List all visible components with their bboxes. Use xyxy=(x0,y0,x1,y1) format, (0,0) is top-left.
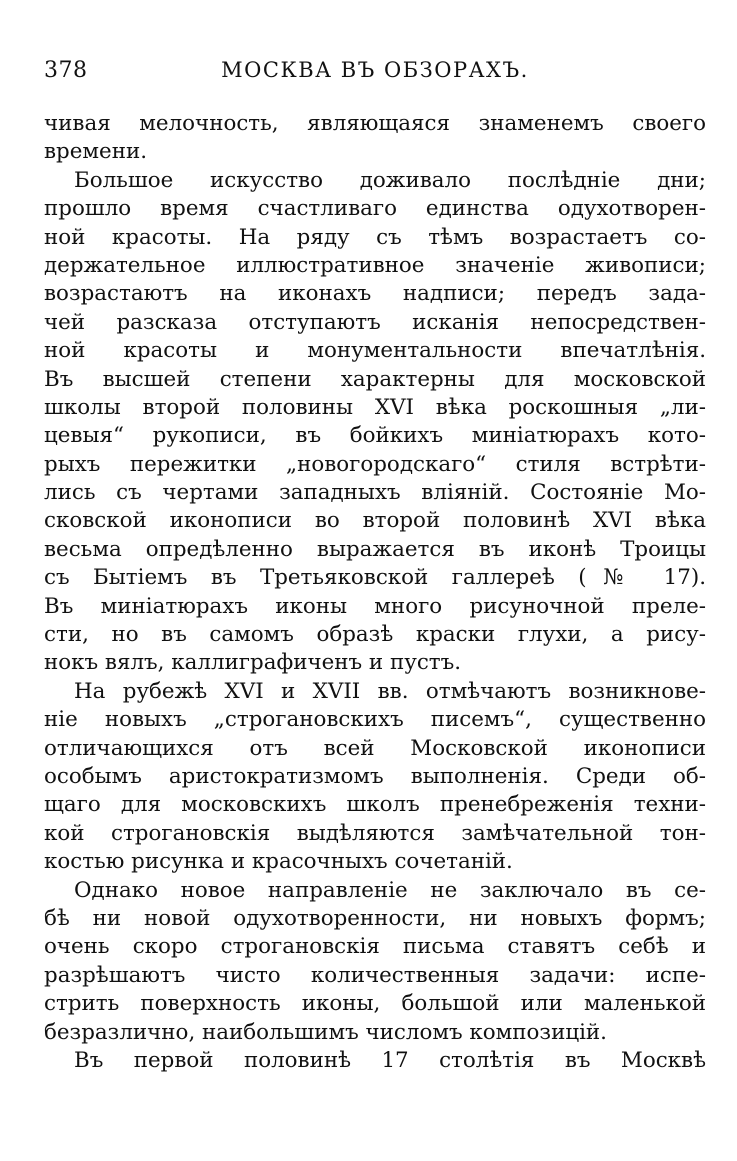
text-line: щаго для московскихъ школъ пренебреженія техни- xyxy=(44,792,706,818)
paragraph xyxy=(44,167,706,678)
text-line: держательное иллюстративное значеніе живописи; xyxy=(44,252,706,278)
paragraph xyxy=(44,1047,706,1075)
text-line: школы второй половины XVI вѣка роскошныя „ли- xyxy=(44,394,706,420)
text-line: лись съ чертами западныхъ вліяній. Состояніе Мо- xyxy=(44,480,706,506)
text-line: бѣ ни новой одухотворенности, ни новыхъ формъ; xyxy=(44,905,706,931)
text-line: цевыя“ рукописи, въ бойкихъ миніатюрахъ кото- xyxy=(44,423,706,449)
text-line: Однако новое направленіе не заключало въ се- xyxy=(74,877,706,903)
paragraph xyxy=(44,678,706,877)
text-line: чивая мелочность, являющаяся знаменемъ своего xyxy=(44,111,706,136)
text-line: Въ миніатюрахъ иконы много рисуночной преле- xyxy=(44,593,706,619)
text-line: особымъ аристократизмомъ выполненія. Среди об- xyxy=(44,763,706,789)
text-line: возрастаютъ на иконахъ надписи; передъ зада- xyxy=(44,281,706,307)
body-text xyxy=(44,110,706,1075)
text-line: времени. xyxy=(44,139,148,165)
text-line: На рубежѣ XVI и XVII вв. отмѣчаютъ возникнове- xyxy=(74,678,706,704)
text-line: разрѣшаютъ чисто количественныя задачи: испе- xyxy=(44,962,706,988)
paragraph xyxy=(44,877,706,1047)
text-line: чей разсказа отступаютъ исканія непосредствен- xyxy=(44,309,706,335)
text-line: рыхъ пережитки „новогородскаго“ стиля встрѣти- xyxy=(44,451,706,477)
text-line: ніе новыхъ „строгановскихъ писемъ“, существенно xyxy=(44,707,706,733)
running-title: МОСКВА ВЪ ОБЗОРАХЪ. xyxy=(221,58,529,82)
page-header xyxy=(44,58,706,94)
text-line: Въ первой половинѣ 17 столѣтія въ Москвѣ xyxy=(74,1047,706,1073)
text-line: ной красоты и монументальности впечатлѣнія. xyxy=(44,338,706,364)
text-line: ной красоты. На ряду съ тѣмъ возрастаетъ со- xyxy=(44,224,706,250)
text-line: очень скоро строгановскія письма ставятъ себѣ и xyxy=(44,934,706,960)
text-line: Въ высшей степени характерны для московской xyxy=(44,366,706,392)
text-line: отличающихся отъ всей Московской иконописи xyxy=(44,735,706,761)
text-line: кой строгановскія выдѣляются замѣчательной тон- xyxy=(44,820,706,846)
text-line: съ Бытіемъ въ Третьяковской галлереѣ (№ 17). xyxy=(44,565,706,591)
text-line: стрить поверхность иконы, большой или маленькой xyxy=(44,991,706,1017)
text-line: сковской иконописи во второй половинѣ XVI вѣка xyxy=(44,508,706,534)
text-line: безразлично, наибольшимъ числомъ композицій. xyxy=(44,1019,607,1045)
text-line: нокъ вялъ, каллиграфиченъ и пустъ. xyxy=(44,650,462,676)
text-line: Большое искусство доживало послѣдніе дни; xyxy=(74,167,706,193)
paragraph xyxy=(44,110,706,167)
text-line: сти, но въ самомъ образѣ краски глухи, а рису- xyxy=(44,622,706,648)
page-number: 378 xyxy=(44,58,88,83)
text-line: прошло время счастливаго единства одухотворен- xyxy=(44,196,706,222)
text-line: весьма опредѣленно выражается въ иконѣ Троицы xyxy=(44,536,706,562)
text-line: костью рисунка и красочныхъ сочетаній. xyxy=(44,849,513,875)
